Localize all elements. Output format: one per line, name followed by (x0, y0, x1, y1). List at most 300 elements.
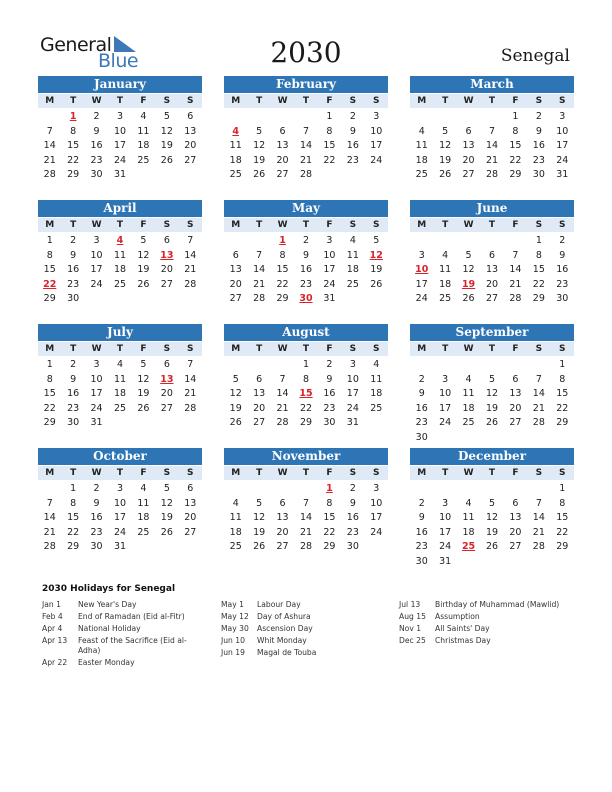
days-grid (224, 234, 388, 307)
holiday-date: Dec 25 (399, 636, 426, 645)
day: 20 (253, 402, 266, 414)
day: 24 (90, 278, 103, 290)
holiday-date: Apr 13 (42, 636, 68, 645)
day: 18 (113, 388, 127, 399)
day: 3 (93, 359, 100, 370)
day: 15 (67, 512, 80, 523)
holiday-date: Jan 1 (42, 600, 61, 609)
day: 24 (439, 417, 452, 428)
day: 6 (488, 249, 496, 261)
day: 24 (323, 278, 336, 290)
weekday-label: S (535, 96, 543, 106)
day: 27 (485, 293, 499, 304)
day: 15 (556, 512, 569, 523)
holiday-name: Assumption (435, 612, 480, 621)
day: 28 (299, 169, 313, 180)
day: 3 (373, 111, 380, 122)
month-november (224, 448, 388, 555)
month-september (410, 324, 574, 445)
day: 28 (532, 417, 545, 428)
weekday-header (410, 218, 574, 232)
month-january (38, 76, 202, 183)
day: 7 (512, 249, 519, 261)
empty-day (457, 482, 480, 497)
day: 19 (253, 526, 266, 538)
day: 21 (184, 388, 197, 399)
day: 15 (556, 388, 569, 399)
empty-day (504, 482, 527, 497)
day: 1 (535, 235, 542, 246)
day: 21 (532, 402, 545, 414)
day: 3 (326, 235, 333, 246)
weekday-label: S (535, 468, 543, 478)
day: 21 (43, 526, 56, 538)
day: 10 (113, 497, 127, 509)
day: 3 (116, 111, 124, 122)
day: 22 (509, 154, 522, 166)
day: 12 (160, 497, 173, 509)
empty-day (247, 358, 270, 373)
weekday-header (224, 342, 388, 356)
day: 2 (418, 373, 425, 385)
day: 30 (323, 417, 336, 428)
weekday-label: F (140, 96, 147, 106)
weekday-label: M (231, 96, 241, 106)
holiday-name: Day of Ashura (257, 612, 311, 621)
day: 21 (253, 278, 266, 290)
day: 4 (442, 249, 449, 261)
day: 6 (465, 125, 472, 137)
day: 17 (113, 512, 127, 523)
day: 24 (346, 402, 359, 414)
month-august (224, 324, 388, 431)
weekday-label: M (45, 96, 55, 106)
holiday-day: 4 (232, 125, 240, 137)
year-title: 2030 (270, 36, 342, 69)
day: 13 (229, 264, 242, 275)
empty-day (410, 110, 433, 125)
weekday-label: S (187, 344, 194, 354)
holiday-row (42, 624, 207, 634)
weekday-label: M (231, 468, 241, 478)
day: 27 (276, 541, 289, 552)
days-grid (38, 234, 202, 307)
day: 25 (113, 402, 127, 414)
day: 27 (462, 169, 475, 180)
day: 8 (302, 373, 310, 385)
day: 6 (256, 373, 263, 385)
day: 27 (160, 278, 173, 290)
month-may (224, 200, 388, 307)
day: 16 (299, 264, 313, 275)
day: 25 (415, 169, 428, 180)
weekday-label: S (373, 220, 380, 230)
holiday-date: Jul 13 (399, 600, 421, 609)
day: 28 (299, 541, 313, 552)
weekday-label: M (417, 344, 427, 354)
day: 12 (462, 264, 475, 275)
day: 3 (373, 483, 380, 494)
empty-day (480, 482, 503, 497)
weekday-label: M (417, 220, 427, 230)
month-march (410, 76, 574, 183)
weekday-label: S (373, 96, 380, 106)
day: 16 (346, 140, 359, 151)
day: 26 (137, 402, 150, 414)
day: 20 (184, 140, 197, 151)
weekday-header (38, 218, 202, 232)
day: 17 (556, 140, 569, 151)
days-grid (410, 482, 574, 569)
day: 6 (187, 111, 194, 122)
weekday-label: F (326, 344, 333, 354)
empty-day (527, 482, 550, 497)
weekday-label: S (163, 220, 171, 230)
day: 28 (253, 293, 266, 304)
day: 6 (279, 125, 286, 137)
day: 28 (509, 293, 522, 304)
days-grid (410, 234, 574, 307)
day: 12 (253, 140, 266, 151)
day: 11 (137, 497, 150, 509)
day: 3 (442, 373, 449, 385)
month-header: November (224, 448, 388, 465)
empty-day (433, 358, 456, 373)
day: 27 (160, 402, 173, 414)
weekday-label: M (45, 344, 55, 354)
day: 12 (160, 125, 173, 137)
weekday-label: T (116, 96, 124, 106)
day: 28 (43, 169, 56, 180)
holiday-name: National Holiday (78, 624, 141, 633)
day: 2 (302, 235, 310, 246)
empty-day (224, 358, 247, 373)
holiday-name: Whit Monday (257, 636, 307, 645)
empty-day (224, 234, 247, 249)
day: 26 (253, 541, 266, 552)
day: 11 (462, 512, 475, 523)
holiday-name: Magal de Touba (257, 648, 317, 657)
weekday-label: T (442, 344, 449, 354)
day: 14 (299, 140, 313, 151)
day: 7 (256, 249, 263, 261)
day: 27 (253, 417, 266, 428)
day: 14 (532, 388, 545, 399)
holiday-name: End of Ramadan (Eid al-Fitr) (78, 612, 185, 621)
holiday-name: Ascension Day (257, 624, 313, 633)
day: 16 (532, 140, 545, 151)
day: 30 (415, 555, 428, 567)
weekday-header (410, 94, 574, 108)
day: 17 (346, 388, 359, 399)
holiday-day: 19 (461, 278, 476, 290)
empty-day (457, 110, 480, 125)
day: 10 (439, 388, 452, 399)
holiday-column (42, 600, 207, 670)
day: 24 (113, 154, 127, 166)
month-april (38, 200, 202, 307)
day: 19 (160, 140, 173, 151)
day: 1 (512, 111, 519, 122)
day: 22 (556, 526, 569, 538)
day: 26 (229, 417, 242, 428)
day: 9 (349, 125, 356, 137)
day: 28 (276, 417, 289, 428)
day: 21 (184, 264, 197, 275)
day: 1 (559, 483, 566, 494)
weekday-header (410, 342, 574, 356)
day: 26 (160, 526, 173, 538)
day: 28 (184, 278, 197, 290)
day: 5 (163, 483, 170, 494)
weekday-label: S (163, 468, 171, 478)
weekday-label: S (163, 96, 171, 106)
day: 30 (556, 293, 569, 304)
weekday-header (38, 466, 202, 480)
weekday-label: S (187, 96, 194, 106)
day: 10 (90, 249, 103, 261)
day: 15 (532, 264, 545, 275)
day: 11 (113, 249, 127, 261)
day: 29 (67, 169, 80, 180)
day: 24 (370, 154, 383, 166)
holiday-row (221, 624, 386, 634)
holiday-column (399, 600, 564, 648)
days-grid (410, 358, 574, 445)
day: 18 (137, 512, 150, 523)
day: 14 (43, 512, 56, 523)
day: 25 (346, 278, 359, 290)
holiday-row (221, 612, 386, 622)
day: 20 (509, 526, 522, 538)
day: 7 (535, 497, 542, 509)
day: 3 (93, 235, 100, 246)
day: 24 (90, 402, 103, 414)
day: 9 (349, 497, 356, 509)
weekday-label: W (91, 96, 102, 106)
day: 3 (116, 483, 124, 494)
day: 13 (276, 512, 289, 523)
empty-day (38, 482, 61, 497)
day: 5 (442, 125, 449, 137)
days-grid (224, 110, 388, 183)
day: 17 (370, 140, 383, 151)
weekday-label: T (488, 468, 496, 478)
day: 3 (349, 359, 356, 370)
day: 10 (370, 125, 383, 137)
weekday-label: S (163, 344, 171, 354)
weekday-label: T (256, 96, 263, 106)
day: 13 (276, 140, 289, 151)
day: 18 (462, 402, 475, 414)
logo-general-text: General (40, 34, 112, 56)
day: 9 (93, 125, 100, 137)
day: 22 (323, 154, 336, 166)
day: 25 (439, 293, 452, 304)
day: 17 (415, 278, 428, 290)
day: 8 (46, 373, 53, 385)
empty-day (433, 110, 456, 125)
day: 20 (229, 278, 242, 290)
day: 12 (485, 388, 499, 399)
day: 13 (462, 140, 475, 151)
weekday-label: T (302, 344, 310, 354)
country-title: Senegal (500, 46, 570, 66)
day: 14 (184, 249, 197, 261)
day: 17 (439, 526, 452, 538)
holiday-name: All Saints' Day (435, 624, 490, 633)
day: 3 (418, 249, 425, 261)
day: 5 (373, 235, 380, 246)
day: 16 (346, 512, 359, 523)
day: 16 (90, 140, 103, 151)
day: 10 (556, 125, 569, 137)
day: 21 (485, 154, 499, 166)
holiday-row (399, 636, 564, 646)
day: 26 (462, 293, 475, 304)
holiday-name: Labour Day (257, 600, 301, 609)
day: 7 (187, 359, 194, 370)
weekday-label: W (277, 96, 288, 106)
weekday-label: F (140, 468, 147, 478)
weekday-label: T (116, 220, 124, 230)
day: 25 (229, 169, 242, 180)
day: 20 (276, 154, 289, 166)
weekday-label: S (349, 468, 357, 478)
holiday-day: 15 (299, 388, 313, 399)
day: 28 (184, 402, 197, 414)
day: 25 (113, 278, 127, 290)
day: 20 (276, 526, 289, 538)
day: 27 (229, 293, 242, 304)
day: 6 (163, 359, 170, 370)
day: 28 (43, 541, 56, 552)
holiday-day: 13 (160, 249, 174, 261)
weekday-label: F (326, 220, 333, 230)
empty-day (457, 358, 480, 373)
day: 15 (323, 512, 336, 523)
day: 5 (140, 359, 147, 370)
day: 14 (485, 140, 499, 151)
day: 6 (187, 483, 194, 494)
day: 3 (442, 497, 449, 509)
day: 17 (113, 140, 127, 151)
day: 31 (346, 417, 359, 428)
empty-day (433, 234, 456, 249)
day: 5 (488, 373, 496, 385)
day: 16 (67, 264, 80, 275)
weekday-label: S (187, 468, 194, 478)
day: 29 (323, 541, 336, 552)
holiday-day: 1 (279, 235, 286, 246)
day: 14 (532, 512, 545, 523)
day: 6 (279, 497, 286, 509)
weekday-label: T (302, 468, 310, 478)
day: 13 (184, 497, 197, 509)
day: 10 (90, 373, 103, 385)
day: 31 (323, 293, 336, 304)
day: 15 (323, 140, 336, 151)
day: 22 (532, 278, 545, 290)
day: 19 (253, 154, 266, 166)
weekday-label: S (559, 344, 566, 354)
month-header: March (410, 76, 574, 93)
weekday-label: M (231, 220, 241, 230)
day: 18 (229, 526, 242, 538)
day: 30 (90, 541, 103, 552)
day: 7 (535, 373, 542, 385)
holiday-day: 10 (415, 264, 429, 275)
holiday-name: New Year's Day (78, 600, 137, 609)
day: 25 (370, 402, 383, 414)
weekday-label: M (45, 220, 55, 230)
day: 5 (488, 497, 496, 509)
days-grid (38, 482, 202, 555)
day: 1 (326, 111, 333, 122)
day: 8 (535, 249, 542, 261)
day: 18 (415, 154, 428, 166)
day: 20 (184, 512, 197, 523)
month-header: January (38, 76, 202, 93)
day: 22 (67, 526, 80, 538)
day: 6 (232, 249, 239, 261)
days-grid (38, 110, 202, 183)
day: 4 (373, 359, 380, 370)
day: 9 (418, 388, 425, 399)
empty-day (433, 482, 456, 497)
empty-day (247, 482, 270, 497)
day: 1 (46, 359, 53, 370)
weekday-label: F (140, 344, 147, 354)
weekday-label: S (349, 96, 357, 106)
day: 23 (346, 526, 359, 538)
empty-day (457, 234, 480, 249)
day: 12 (137, 373, 150, 385)
day: 17 (439, 402, 452, 414)
weekday-label: W (91, 468, 102, 478)
day: 11 (462, 388, 475, 399)
weekday-label: T (70, 344, 77, 354)
day: 5 (465, 249, 472, 261)
day: 4 (140, 483, 147, 494)
day: 16 (67, 388, 80, 399)
day: 7 (187, 235, 194, 246)
holiday-row (221, 600, 386, 610)
day: 12 (485, 512, 499, 523)
day: 13 (184, 125, 197, 137)
holiday-row (42, 658, 207, 668)
day: 10 (323, 249, 336, 261)
day: 22 (67, 154, 80, 166)
month-header: December (410, 448, 574, 465)
day: 4 (232, 497, 239, 509)
weekday-label: W (277, 468, 288, 478)
empty-day (247, 234, 270, 249)
empty-day (480, 234, 503, 249)
day: 8 (559, 497, 566, 509)
empty-day (480, 110, 503, 125)
day: 8 (279, 249, 286, 261)
weekday-label: W (91, 220, 102, 230)
holiday-row (399, 624, 564, 634)
day: 18 (137, 140, 150, 151)
weekday-header (410, 466, 574, 480)
weekday-label: T (256, 344, 263, 354)
empty-day (224, 110, 247, 125)
empty-day (294, 110, 317, 125)
holiday-name: Birthday of Muhammad (Mawlid) (435, 600, 560, 609)
day: 2 (70, 359, 77, 370)
